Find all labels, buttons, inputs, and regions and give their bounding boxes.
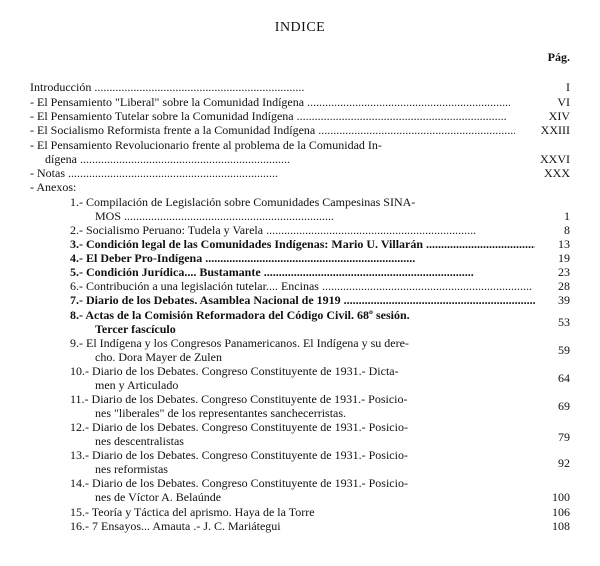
toc-page-introduction: I — [566, 80, 570, 94]
annex-1-page: 1 — [564, 209, 570, 223]
annex-11-line1: 11.- Diario de los Debates. Congreso Constituyente de 1931.- Posicio- — [70, 392, 408, 406]
annex-2: 2.- Socialismo Peruano: Tudela y Varela ..... — [70, 223, 535, 237]
annex-4: 4.- El Deber Pro-Indígena ..... — [70, 251, 535, 265]
annex-15: 15.- Teoría y Táctica del aprismo. Haya de la Torre — [70, 505, 315, 519]
annex-3: 3.- Condición legal de las Comunidades Indígenas: Mario U. Villarán ..... — [70, 237, 535, 251]
annex-5-page: 23 — [558, 265, 570, 279]
toc-entry-revolucionario-line1: - El Pensamiento Revolucionario frente al problema de la Comunidad In- — [30, 138, 382, 152]
toc-page-revolucionario: XXVI — [540, 152, 570, 166]
toc-page-tutelar: XIV — [548, 109, 570, 123]
toc-page-socialismo: XXIII — [540, 123, 570, 137]
annex-14-line1: 14.- Diario de los Debates. Congreso Constituyente de 1931.- Posicio- — [70, 476, 408, 490]
toc-entry-notas: - Notas ..... — [30, 166, 520, 180]
toc-entry-introduction: Introducción ..... — [30, 80, 520, 94]
annex-12-page: 79 — [558, 430, 570, 444]
annex-8-line2: Tercer fascículo — [95, 322, 176, 336]
annex-9-page: 59 — [558, 343, 570, 357]
annex-7: 7.- Diario de los Debates. Asamblea Nacional de 1919 ..... — [70, 293, 535, 307]
annex-4-page: 19 — [558, 251, 570, 265]
annex-6-page: 28 — [558, 279, 570, 293]
annex-3-page: 13 — [558, 237, 570, 251]
index-title: INDICE — [274, 20, 326, 35]
annex-6: 6.- Contribución a una legislación tutelar.... Encinas ..... — [70, 279, 535, 293]
annex-9-line1: 9.- El Indígena y los Congresos Panamericanos. El Indígena y su dere- — [70, 336, 409, 350]
annex-15-page: 106 — [552, 505, 570, 519]
toc-page-notas: XXX — [544, 166, 570, 180]
annex-11-line2: nes "liberales" de los representantes sanchecerristas. — [95, 406, 347, 420]
annex-5: 5.- Condición Jurídica.... Bustamante ..... — [70, 265, 535, 279]
toc-entry-revolucionario-line2: dígena ..... — [45, 152, 520, 166]
page-column-header: Pág. — [547, 50, 570, 64]
annex-14-page: 100 — [552, 490, 570, 504]
annex-14-line2: nes de Víctor A. Belaúnde — [95, 490, 222, 504]
annex-13-line2: nes reformistas — [95, 462, 168, 476]
annex-1-line1: 1.- Compilación de Legislación sobre Comunidades Campesinas SINA- — [70, 195, 416, 209]
toc-entry-liberal: - El Pensamiento "Liberal" sobre la Comunidad Indígena ..... — [30, 95, 510, 109]
toc-page-liberal: VI — [557, 95, 570, 109]
annex-10-page: 64 — [558, 371, 570, 385]
toc-entry-tutelar: - El Pensamiento Tutelar sobre la Comunidad Indígena ..... — [30, 109, 510, 123]
annex-7-page: 39 — [558, 293, 570, 307]
annex-1-line2: MOS ..... — [95, 209, 535, 223]
annex-2-page: 8 — [564, 223, 570, 237]
annex-12-line2: nes descentralistas — [95, 434, 184, 448]
annex-16: 16.- 7 Ensayos... Amauta .- J. C. Mariátegui — [70, 519, 281, 533]
annex-12-line1: 12.- Diario de los Debates. Congreso Constituyente de 1931.- Posicio- — [70, 420, 408, 434]
annex-9-line2: cho. Dora Mayer de Zulen — [95, 350, 222, 364]
annex-11-page: 69 — [558, 399, 570, 413]
annex-13-page: 92 — [558, 456, 570, 470]
annex-8-page: 53 — [558, 315, 570, 329]
toc-entry-anexos: - Anexos: — [30, 180, 77, 194]
annex-10-line1: 10.- Diario de los Debates. Congreso Constituyente de 1931.- Dicta- — [70, 364, 399, 378]
toc-entry-socialismo: - El Socialismo Reformista frente a la Comunidad Indígena ..... — [30, 123, 515, 137]
annex-8-line1: 8.- Actas de la Comisión Reformadora del Código Civil. 68º sesión. — [70, 308, 410, 322]
annex-13-line1: 13.- Diario de los Debates. Congreso Constituyente de 1931.- Posicio- — [70, 448, 408, 462]
annex-10-line2: men y Articulado — [95, 378, 179, 392]
annex-16-page: 108 — [552, 519, 570, 533]
